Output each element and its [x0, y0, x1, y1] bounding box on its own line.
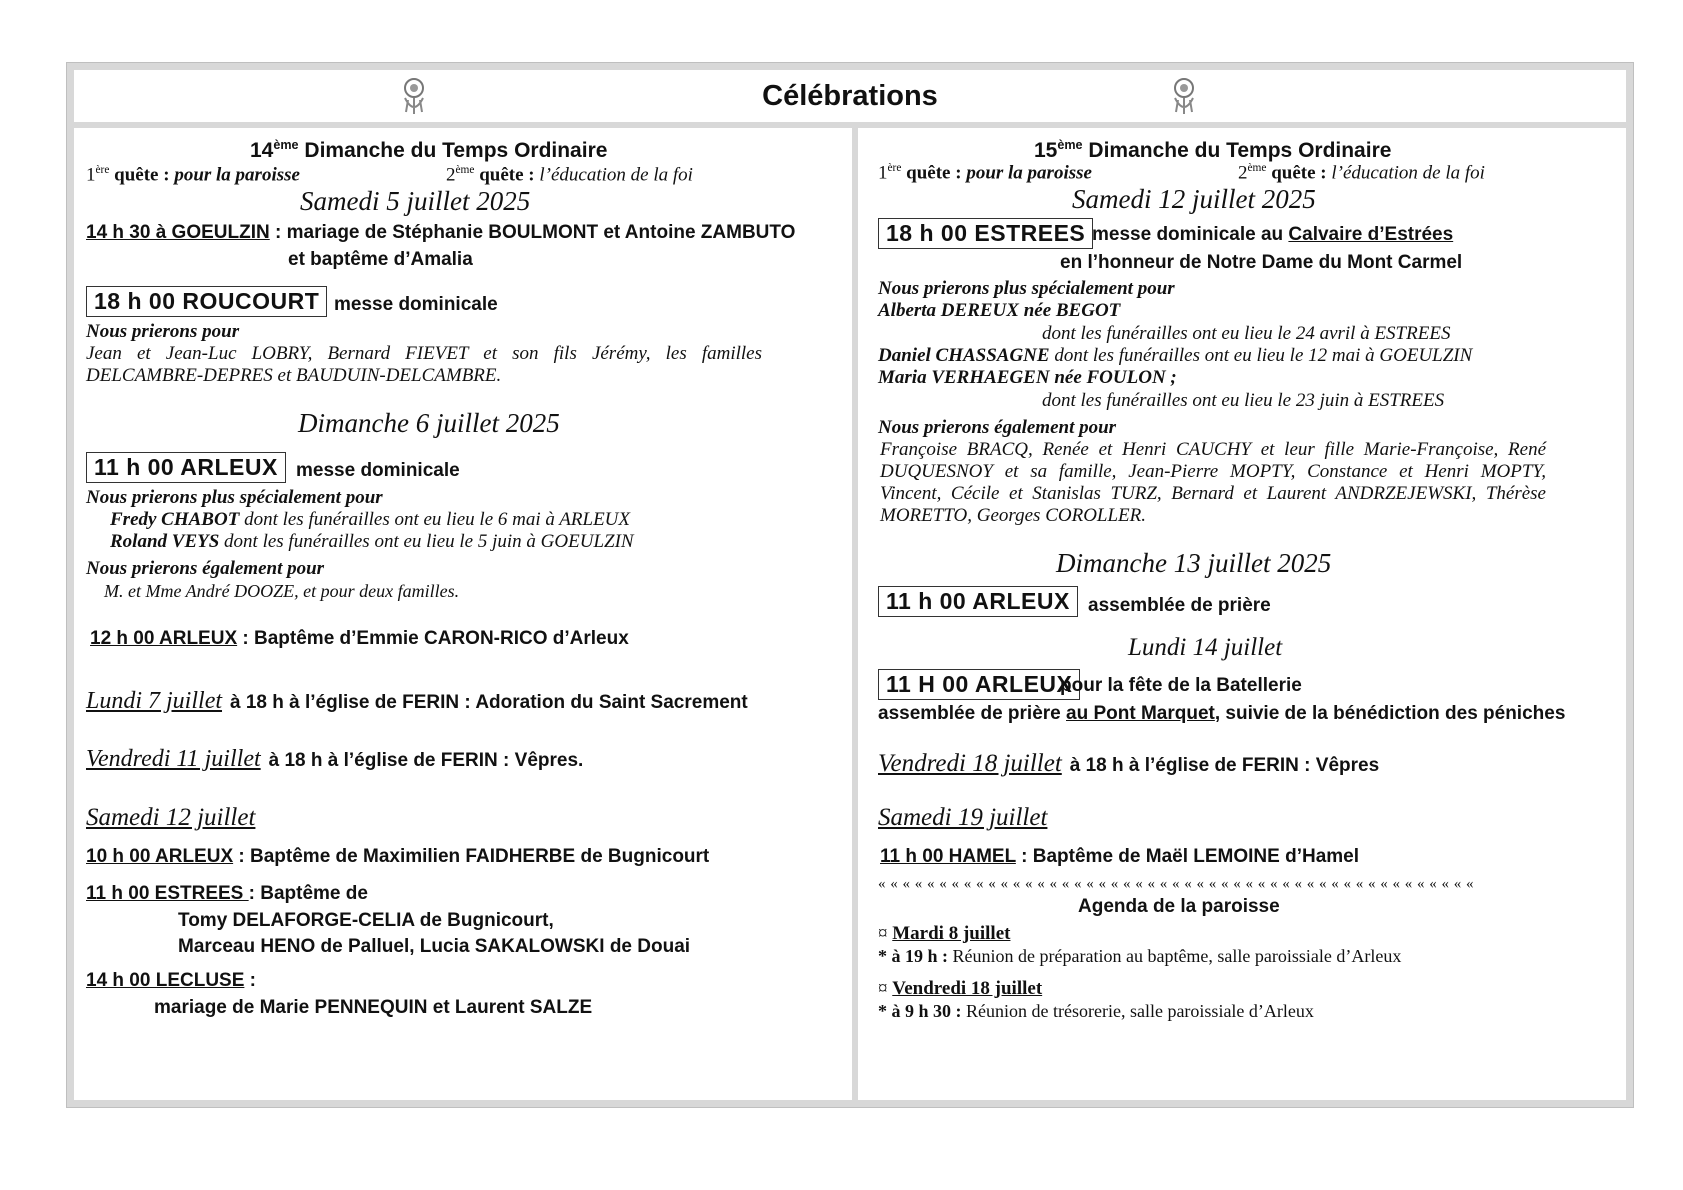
- date-heading: Samedi 5 juillet 2025: [300, 186, 531, 216]
- assembly-label: assemblée de prière: [1088, 595, 1271, 616]
- quete-1: 1ère quête : pour la paroisse: [878, 162, 1092, 184]
- deceased-name: Maria VERHAEGEN née FOULON ;: [878, 367, 1177, 388]
- page-title: Célébrations: [762, 80, 938, 112]
- mariage-names: mariage de Marie PENNEQUIN et Laurent SALZE: [154, 997, 593, 1018]
- separator-line: « « « « « « « « « « « « « « « « « « « « « « « « « « « « « « « « « « « « « « « « « « « « « « « « «: [878, 876, 1474, 892]
- event-detail: assemblée de prière au Pont Marquet, suivie de la bénédiction des péniches: [878, 703, 1566, 724]
- mass-label: messe dominicale au Calvaire d’Estrées: [1092, 224, 1454, 245]
- mass-dedication: en l’honneur de Notre Dame du Mont Carmel: [1060, 252, 1463, 273]
- prayer-heading: Nous prierons plus spécialement pour: [86, 487, 383, 508]
- bapteme-names: Tomy DELAFORGE-CELIA de Bugnicourt,: [178, 910, 554, 931]
- event-label: pour la fête de la Batellerie: [1060, 675, 1302, 696]
- mass-label: messe dominicale: [296, 460, 460, 481]
- date-heading: Samedi 19 juillet: [878, 804, 1048, 831]
- funeral-info: dont les funérailles ont eu lieu le 23 juin à ESTREES: [1042, 390, 1445, 411]
- prayer-heading: Nous prierons plus spécialement pour: [878, 278, 1175, 299]
- event-lundi: Lundi 7 juillet à 18 h à l’église de FERIN : Adoration du Saint Sacrement: [86, 688, 748, 714]
- event-goeulzin-line2: et baptême d’Amalia: [288, 249, 473, 270]
- time-box: 11 h 00 ARLEUX: [878, 586, 1078, 617]
- prayer-heading: Nous prierons également pour: [878, 417, 1117, 438]
- event-mariage: 14 h 00 LECLUSE :: [86, 970, 256, 991]
- sunday-heading: 14ème Dimanche du Temps Ordinaire: [250, 138, 608, 162]
- time-box: 11 h 00 ARLEUX: [86, 452, 286, 483]
- header-bar: [74, 70, 1626, 128]
- bapteme-names: Marceau HENO de Palluel, Lucia SAKALOWSKI de Douai: [178, 936, 691, 957]
- date-heading: Lundi 14 juillet: [1128, 634, 1283, 661]
- prayer-heading: Nous prierons également pour: [86, 558, 325, 579]
- event-vendredi: Vendredi 18 juillet à 18 h à l’église de FERIN : Vêpres: [878, 750, 1380, 777]
- time-box: 11 H 00 ARLEUX: [878, 669, 1080, 700]
- rosette-icon: [1164, 76, 1204, 116]
- event-goeulzin: 14 h 30 à GOEULZIN : mariage de Stéphanie BOULMONT et Antoine ZAMBUTO: [86, 222, 796, 243]
- agenda-item: ¤ Mardi 8 juillet: [878, 923, 1011, 944]
- prayer-names: Jean et Jean-Luc LOBRY, Bernard FIEVET et son fils Jérémy, les familles DELCAMBRE-DEPRES et BAUDUIN-DELCAMBRE.: [86, 343, 762, 386]
- event-bapteme: 10 h 00 ARLEUX : Baptême de Maximilien FAIDHERBE de Bugnicourt: [86, 846, 710, 867]
- date-heading: Dimanche 13 juillet 2025: [1056, 548, 1332, 578]
- quete-2: 2ème quête : l’éducation de la foi: [1238, 162, 1485, 184]
- event-bapteme: 12 h 00 ARLEUX : Baptême d’Emmie CARON-RICO d’Arleux: [90, 628, 629, 649]
- prayer-line: Fredy CHABOT dont les funérailles ont eu lieu le 6 mai à ARLEUX: [110, 509, 630, 530]
- time-box: 18 h 00 ESTREES: [878, 218, 1093, 249]
- prayer-heading: Nous prierons pour: [86, 321, 240, 342]
- prayer-line: Daniel CHASSAGNE dont les funérailles ont eu lieu le 12 mai à GOEULZIN: [878, 345, 1473, 366]
- left-column: [74, 128, 852, 1100]
- right-column: [858, 128, 1626, 1100]
- prayer-names: M. et Mme André DOOZE, et pour deux familles.: [104, 581, 460, 601]
- agenda-item: ¤ Vendredi 18 juillet: [878, 978, 1043, 999]
- prayer-line: Roland VEYS dont les funérailles ont eu lieu le 5 juin à GOEULZIN: [110, 531, 634, 552]
- event-bapteme: 11 h 00 HAMEL : Baptême de Maël LEMOINE d’Hamel: [880, 846, 1360, 867]
- event-vendredi: Vendredi 11 juillet à 18 h à l’église de FERIN : Vêpres.: [86, 746, 584, 772]
- prayer-names: Françoise BRACQ, Renée et Henri CAUCHY et leur fille Marie-Françoise, René DUQUESNOY et sa famille, Jean-Pierre MOPTY, Constance et Henri MOPTY, Vincent, Cécile et Stanislas TURZ, Bernard et Laurent ANDRZEJEWSKI, Thérèse MORETTO, Georges COROLLER.: [880, 439, 1546, 526]
- quete-1: 1ère quête : pour la paroisse: [86, 164, 300, 186]
- agenda-title: Agenda de la paroisse: [1078, 896, 1280, 917]
- event-bapteme: 11 h 00 ESTREES : Baptême de: [86, 883, 368, 904]
- quete-2: 2ème quête : l’éducation de la foi: [446, 164, 693, 186]
- time-box: 18 h 00 ROUCOURT: [86, 286, 327, 317]
- sunday-heading: 15ème Dimanche du Temps Ordinaire: [1034, 138, 1392, 162]
- date-heading: Samedi 12 juillet 2025: [1072, 184, 1316, 214]
- mass-label: messe dominicale: [334, 294, 498, 315]
- funeral-info: dont les funérailles ont eu lieu le 24 avril à ESTREES: [1042, 323, 1451, 344]
- bulletin-frame: [66, 62, 1634, 1108]
- agenda-detail: * à 9 h 30 : Réunion de trésorerie, salle paroissiale d’Arleux: [878, 1001, 1314, 1021]
- agenda-detail: * à 19 h : Réunion de préparation au baptême, salle paroissiale d’Arleux: [878, 946, 1402, 966]
- date-heading: Dimanche 6 juillet 2025: [298, 408, 560, 438]
- date-heading: Samedi 12 juillet: [86, 804, 256, 831]
- deceased-name: Alberta DEREUX née BEGOT: [878, 300, 1121, 321]
